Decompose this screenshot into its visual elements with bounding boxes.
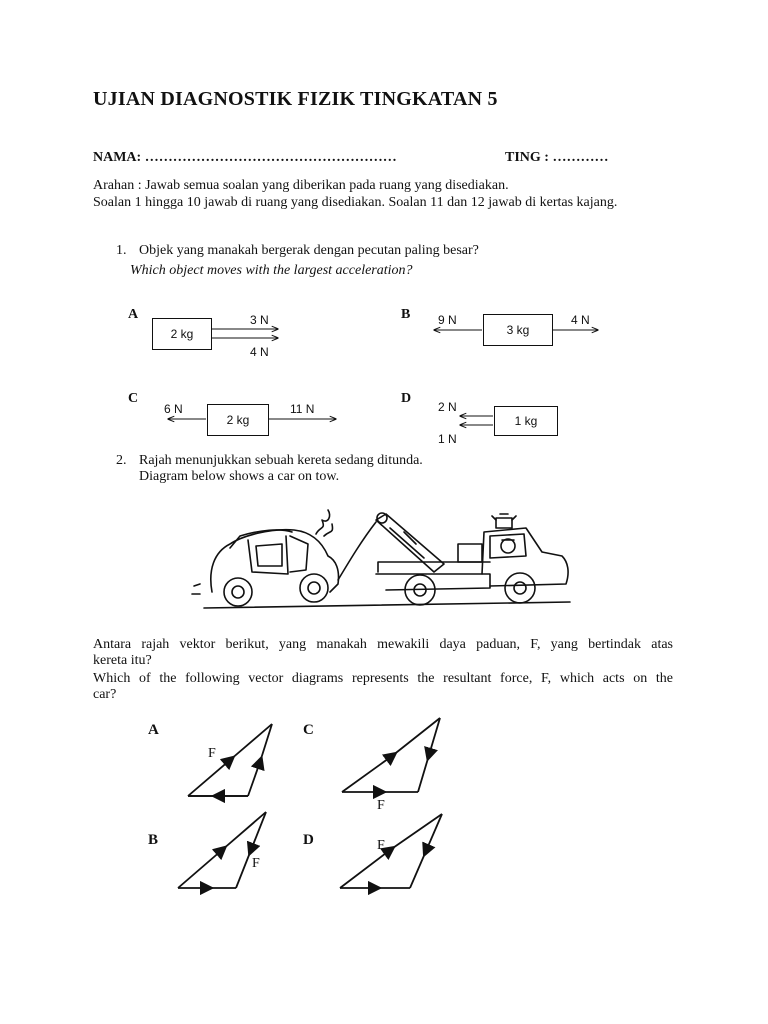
q2-number: 2. [116,453,127,468]
q2-text-ms: Rajah menunjukkan sebuah kereta sedang ditunda. [139,453,423,468]
q1-option-b-right-force: 4 N [571,313,590,327]
q1-number: 1. [116,243,127,258]
class-field-label: TING : ………… [505,150,609,165]
q1-option-d-force2: 1 N [438,432,457,446]
q2-text-en: Diagram below shows a car on tow. [139,469,340,484]
instruction-line-1: Arahan : Jawab semua soalan yang diberikan pada ruang yang disediakan. [93,178,509,193]
q1-option-a-force1: 3 N [250,313,269,327]
q2-option-a-label: A [148,722,159,738]
name-field-label: NAMA: ……………………………………………… [93,150,397,165]
q1-option-d-mass-box: 1 kg [494,406,558,436]
q1-option-b-left-force: 9 N [438,313,457,327]
q2-option-b-label: B [148,832,159,848]
q1-option-d-label: D [401,391,412,406]
q2-option-c-label: C [303,722,314,738]
q2-option-c-triangle [342,718,440,792]
instruction-line-2: Soalan 1 hingga 10 jawab di ruang yang disediakan. Soalan 11 dan 12 jawab di kertas kajang. [93,195,618,210]
q2-option-d-force-label: F [377,838,385,853]
q2-option-a-triangle [188,724,272,796]
q1-option-c-right-force: 11 N [290,402,315,416]
q2-option-d-label: D [303,832,314,848]
q1-option-c-mass-box: 2 kg [207,404,269,436]
q2-prompt-ms-line2: kereta itu? [93,653,152,668]
q2-prompt-en-line1: Which of the following vector diagrams represents the resultant force, F, which acts on the [93,671,673,686]
q1-option-c-label: C [128,391,139,406]
q1-option-a-mass-box: 2 kg [152,318,212,350]
q1-text-ms: Objek yang manakah bergerak dengan pecutan paling besar? [139,243,479,258]
q1-option-b-mass-box: 3 kg [483,314,553,346]
q1-option-a-force2: 4 N [250,345,269,359]
q1-option-d-force1: 2 N [438,400,457,414]
q1-text-en: Which object moves with the largest acceleration? [130,263,413,278]
q2-option-a-force-label: F [208,746,216,761]
q2-option-b-triangle [178,812,266,888]
q2-prompt-en-line2: car? [93,687,117,702]
q1-option-c-left-force: 6 N [164,402,183,416]
q1-option-a-label: A [128,307,139,322]
q2-option-d-triangle [340,814,442,888]
q1-option-b-label: B [401,307,411,322]
page-title: UJIAN DIAGNOSTIK FIZIK TINGKATAN 5 [93,88,498,110]
q2-option-c-force-label: F [377,798,385,813]
q2-option-b-force-label: F [252,856,260,871]
q2-prompt-ms-line1: Antara rajah vektor berikut, yang manakah mewakili daya paduan, F, yang bertindak atas [93,637,673,652]
